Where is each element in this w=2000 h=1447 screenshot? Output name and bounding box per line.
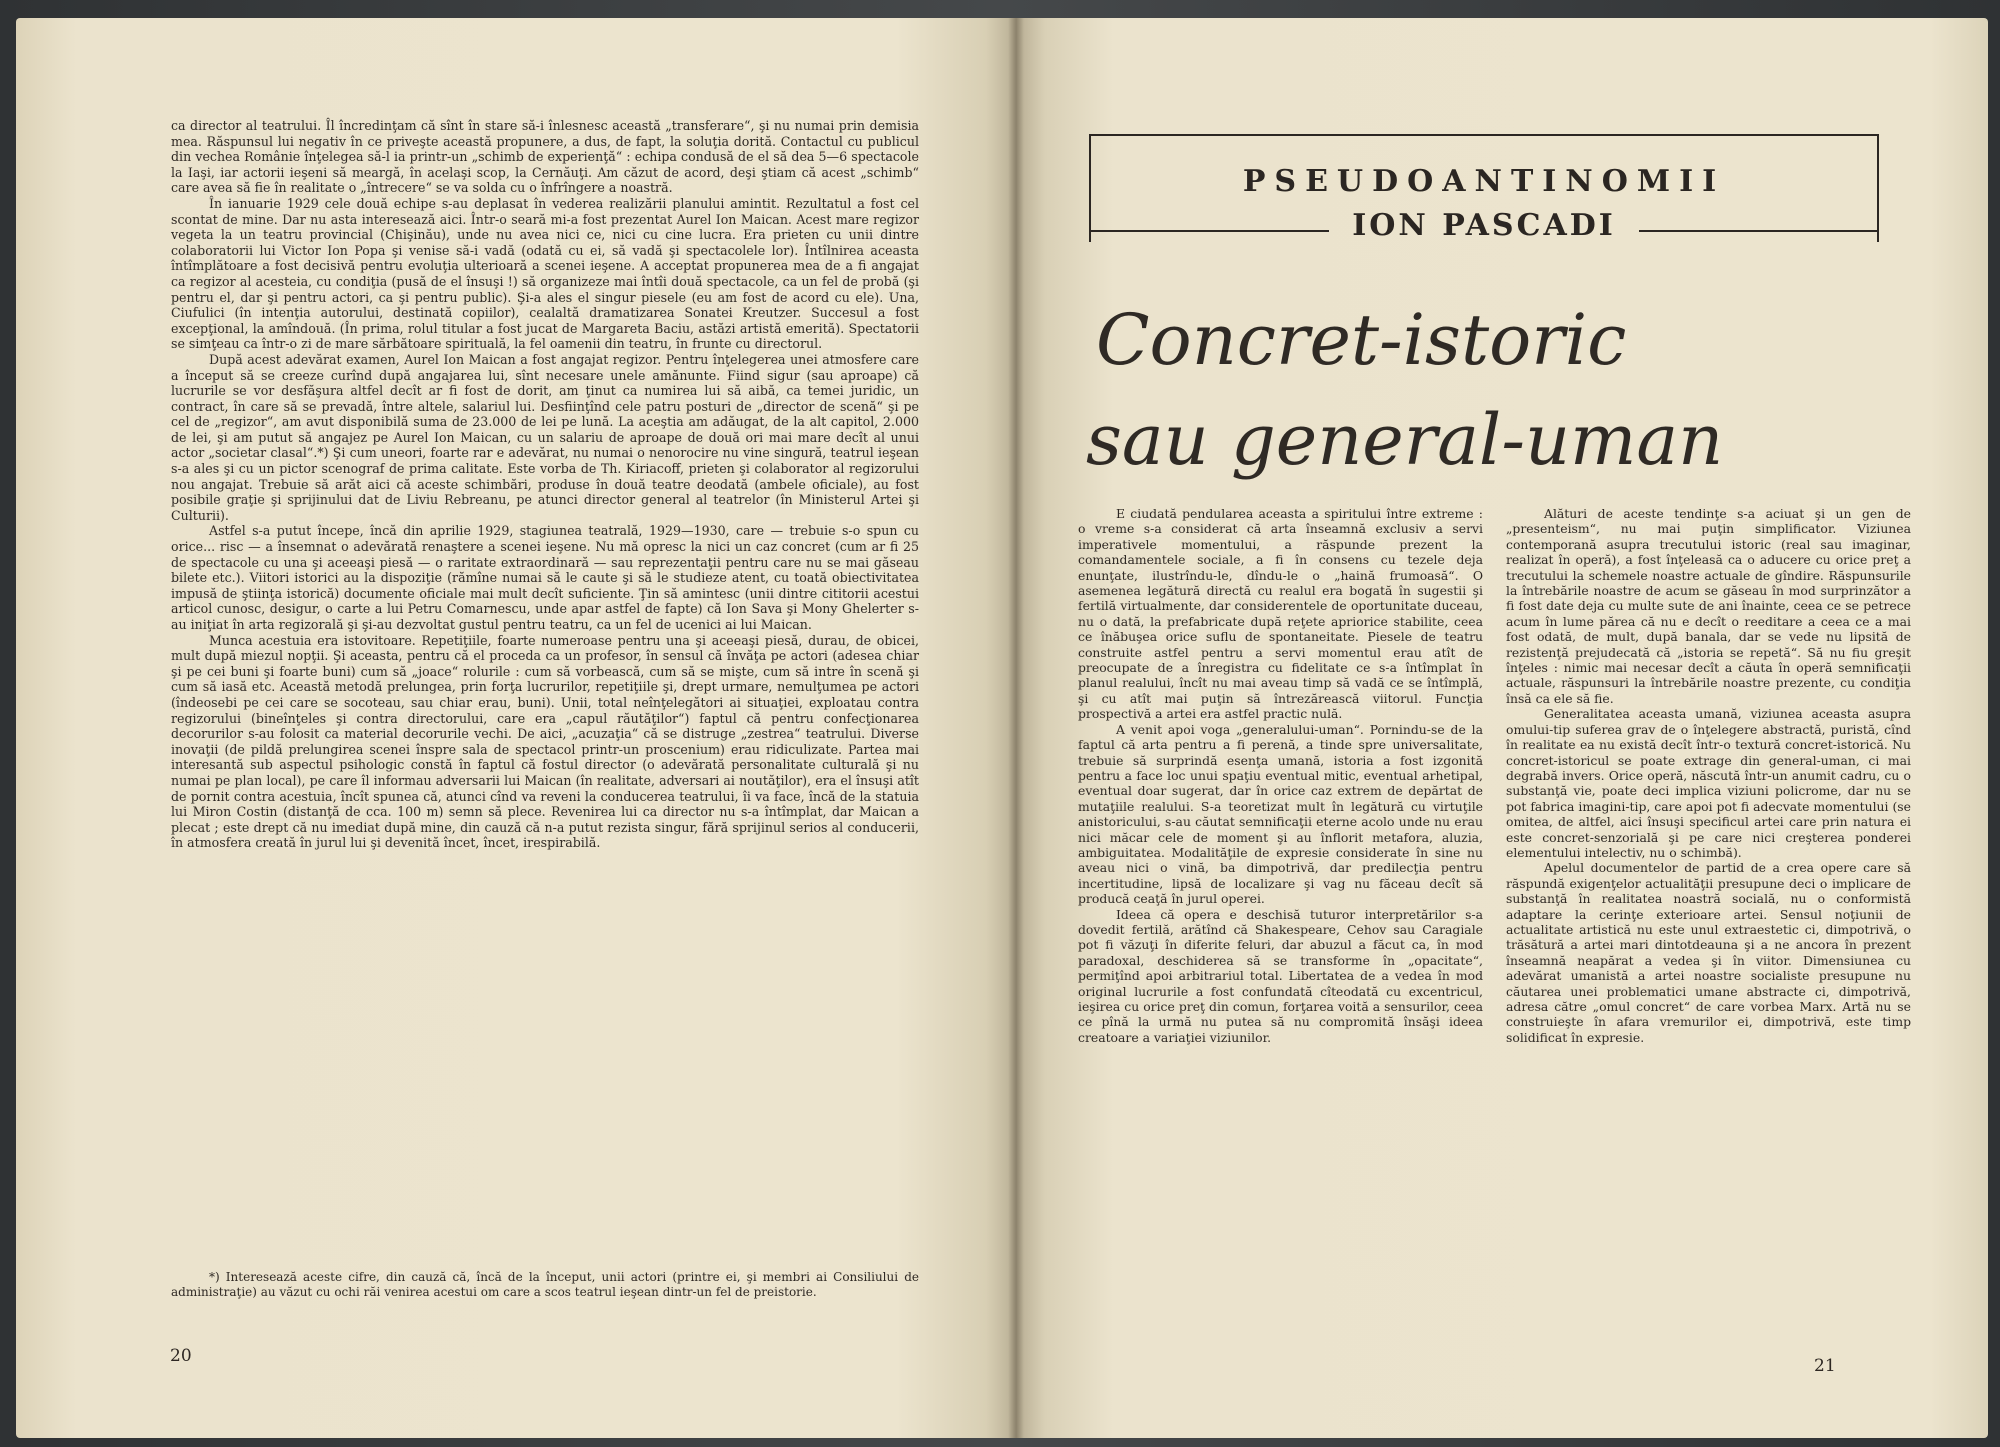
right-paragraph: Generalitatea aceasta umană, viziunea aceasta asupra omului-tip suferea grav de o înţelegere abstractă, puristă, cînd în realitate ea nu există decît într-o textură concret-istorică. Nu concret-istoricul se poate extrage din general-uman, ci mai degrabă invers. Orice operă, născută într-un anumit cadru, cu o substanţă vie, poate deci implica viziuni policrome, dar nu se pot fabrica imagini-tip, care apoi pot fi adecvate momentului (se omitea, de altfel, aici însuşi specificul artei care prin natura ei este concret-senzorială şi pe care nici creşterea ponderei elementului intelectiv, nu o schimbă). [1506,706,1911,860]
right-column-2 [1506,506,1911,1045]
article-title [1086,290,1906,490]
author-rule-left [1089,230,1329,232]
right-column-1 [1078,506,1483,1045]
left-paragraph: După acest adevărat examen, Aurel Ion Maican a fost angajat regizor. Pentru înţelegerea unei atmosfere care a început să se creeze curînd după angajarea lui, sînt necesare unele amănunte. Fiind sigur (sau aproape) că lucrurile se vor desfăşura altfel decît ar fi fost de dorit, am ţinut ca numirea lui să aibă, ca temei juridic, un contract, în care să se prevadă, între altele, salariul lui. Desfiinţînd cele patru posturi de „director de scenă“ şi pe cel de „regizor“, am avut disponibilă suma de 23.000 de lei pe lună. La aceştia am adăugat, de la alt capitol, 2.000 de lei, şi am putut să angajez pe Aurel Ion Maican, cu un salariu de aproape de două ori mai mare decît al unui actor „societar clasal“.*) Şi cum uneori, foarte rar e adevărat, nu numai o nenorocire nu vine singură, teatrul ieşean s-a ales şi cu un pictor scenograf de prima calitate. Este vorba de Th. Kiriacoff, prieten şi colaborator al regizorului nou angajat. Trebuie să arăt aici că aceste schimbări, produse în două teatre deodată (ambele oficiale), au fost posibile graţie şi sprijinului dat de Liviu Rebreanu, pe atunci director general al teatrelor (în Ministerul Artei şi Culturii). [171,351,919,523]
left-paragraph: Munca acestuia era istovitoare. Repetiţiile, foarte numeroase pentru una şi aceeaşi piesă, durau, de obicei, mult după miezul nopţii. Şi aceasta, pentru că el proceda ca un profesor, în sensul că învăţa pe actori (adesea chiar şi pe cei buni şi foarte buni) cum să „joace“ rolurile : cum să vorbească, cum să se mişte, cum să intre în scenă şi cum să iasă etc. Această metodă prelungea, prin forţa lucrurilor, repetiţiile şi, drept urmare, nemulţumea pe actori (îndeosebi pe cei care se socoteau, sau chiar erau, buni). Unii, total neînţelegători ai situaţiei, exploatau contra regizorului (bineînţeles şi contra directorului, care era „capul răutăţilor“) faptul că pentru confecţionarea decorurilor s-au folosit ca material decorurile vechi. De aici, „acuzaţia“ că se distruge „zestrea“ teatrului. Diverse inovaţii (de pildă prelungirea scenei înspre sala de spectacol printr-un proscenium) erau ridiculizate. Partea mai interesantă sub aspectul psihologic constă în faptul că fostul director (o adevărată personalitate culturală şi nu numai pe plan local), pe care îl informau adversarii lui Maican (în realitate, adversari ai noutăţilor), era el însuşi atît de pornit contra acestuia, încît spunea că, atunci cînd va reveni la conducerea teatrului, îi va face, încă de la statuia lui Miron Costin (distanţă de cca. 100 m) semn să plece. Revenirea lui ca director nu s-a întîmplat, dar Maican a plecat ; este drept că nu imediat după mine, din cauză că n-a putut rezista singur, fără sprijinul serios al conducerii, în atmosfera creată în jurul lui şi devenită încet, încet, irespirabilă. [171,632,919,851]
footnote-text: *) Interesează aceste cifre, din cauză că, încă de la început, unii actori (printre ei, şi membri ai Consiliului de administraţie) au văzut cu ochi răi venirea acestui om care a scos teatrul ieşean dintr-un fel de preistorie. [171,1270,919,1299]
page-number-right: 21 [1814,1356,1836,1376]
footnote [171,1270,919,1299]
article-title-line-1: Concret-istoric [1096,299,1627,381]
left-page [16,18,1016,1438]
book-gutter [1008,18,1024,1438]
right-paragraph: Apelul documentelor de partid de a crea opere care să răspundă exigenţelor actualităţii presupune deci o implicare de substanţă în realitatea noastră socială, nu o conformistă adaptare la cerinţe exterioare artei. Sensul noţiunii de actualitate artistică nu este unul extraestetic ci, dimpotrivă, o trăsătură a artei mari dintotdeauna şi a ne ancora în prezent înseamnă neapărat a vedea şi în viitor. Dimensiunea cu adevărat umanistă a artei noastre socialiste presupune nu căutarea unei problematici umane abstracte ci, dimpotrivă, adresa către „omul concret“ de care vorbea Marx. Artă nu se construieşte în afara vremurilor ei, dimpotrivă, este timp solidificat în expresie. [1506,860,1911,1045]
right-paragraph: Alături de aceste tendinţe s-a aciuat şi un gen de „presenteism“, nu mai puţin simplificator. Viziunea contemporană asupra trecutului istoric (real sau imaginar, realizat în operă), a fost înţeleasă ca o aducere cu orice preţ a trecutului la schemele noastre actuale de gîndire. Răspunsurile la întrebările noastre de acum se găseau în mod surprinzător a fi fost date deja cu multe sute de ani înainte, ceea ce se petrece acum în lume părea că nu e decît o reeditare a ceea ce a mai fost odată, de mult, după banala, dar se vede nu lipsită de rezistenţă prejudecată că „istoria se repetă“. Să nu fiu greşit înţeles : nimic mai necesar decît a căuta în operă semnificaţii actuale, răspunsuri la întrebările noastre prezente, cu condiţia însă ca ele să fie. [1506,506,1911,706]
right-paragraph: Ideea că opera e deschisă tuturor interpretărilor s-a dovedit fertilă, arătînd că Shakespeare, Cehov sau Caragiale pot fi văzuţi în diferite feluri, dar abuzul a făcut ca, în mod paradoxal, deschiderea să se transforme în „opacitate“, permiţînd apoi arbitrariul total. Libertatea de a vedea în mod original lucrurile a fost confundată cîteodată cu excentricul, ieşirea cu orice preţ din comun, forţarea voită a sensurilor, ceea ce pînă la urmă nu putea să nu compromită însăşi ideea creatoare a variaţiei viziunilor. [1078,906,1483,1045]
right-paragraph: A venit apoi voga „generalului-uman“. Pornindu-se de la faptul că arta pentru a fi perenă, a tinde spre universalitate, trebuie să surprindă esenţa umană, istoria a fost izgonită pentru a face loc unui spaţiu eventual mitic, eventual arhetipal, eventual doar sugerat, dar în orice caz extrem de depărtat de mutaţiile realului. S-a teoretizat mult în legătură cu virtuţile anistoricului, s-au căutat semnificaţii eterne acolo unde nu erau nici măcar cele de moment şi au înflorit metafora, aluzia, ambiguitatea. Modalităţile de expresie considerate în sine nu aveau nici o vină, ba dimpotrivă, dar predilecţia pentru incertitudine, lipsă de localizare şi vag nu făceau decît să producă ceaţă în jurul operei. [1078,721,1483,907]
left-article-body [171,118,919,851]
right-page [1016,18,1988,1438]
author-name: ION PASCADI [1352,208,1616,243]
page-number-left: 20 [170,1346,192,1366]
left-paragraph: Astfel s-a putut începe, încă din aprilie 1929, stagiunea teatrală, 1929—1930, care — trebuie s-o spun cu orice... risc — a însemnat o adevărată renaştere a scenei ieşene. Nu mă opresc la nici un caz concret (cum ar fi 25 de spectacole cu una şi aceeaşi piesă — o raritate extraordinară — sau reprezentaţii pentru care nu se mai găseau bilete etc.). Viitori istorici au la dispoziţie (rămîne numai să le caute şi să le studieze atent, cu toată obiectivitatea impusă de ştiinţa istorică) documente oficiale mai mult decît suficiente. Ţin să amintesc (unii dintre cititorii acestui articol cunosc, desigur, o carte a lui Petru Comarnescu, unde apar astfel de fapte) că Ion Sava şi Mony Ghelerter s-au iniţiat în arta regizorală şi şi-au dezvoltat gustul pentru teatru, ca un fel de ucenici ai lui Maican. [171,523,919,632]
left-paragraph: ca director al teatrului. Îl încredinţam că sînt în stare să-i înlesnesc această „transferare“, şi nu numai prin demisia mea. Răspunsul lui negativ în ce priveşte această propunere, a dus, de fapt, la soluţia dorită. Contactul cu publicul din vechea Românie înţelegea să-l ia printr-un „schimb de experienţă“ : echipa condusă de el să dea 5—6 spectacole la Iaşi, iar actorii ieşeni să meargă, în acelaşi scop, la Cernăuţi. Am căzut de acord, deşi ştiam că acest „schimb“ care avea să fie în realitate o „întrecere“ se va solda cu o înfrîngere a noastră. [171,118,919,196]
article-title-line-2: sau general-uman [1086,399,1724,481]
author-line [1089,208,1879,248]
left-paragraph: În ianuarie 1929 cele două echipe s-au deplasat în vederea realizării planului amintit. Rezultatul a fost cel scontat de mine. Dar nu asta interesează aici. Într-o seară mi-a fost prezentat Aurel Ion Maican. Acest mare regizor vegeta la un teatru provincial (Chişinău), unde nu avea nici ce, nici cu cine lucra. Era prieten cu unii dintre colaboratorii lui Victor Ion Popa şi venise să-i vadă (odată cu ei, să vadă şi spectacolele lor). Întîlnirea aceasta întîmplătoare a fost decisivă pentru evoluţia ulterioară a scenei ieşene. A acceptat propunerea mea de a fi angajat ca regizor al acesteia, cu condiţia (pusă de el însuşi !) să organizeze mai întîi două spectacole, ca un fel de probă (şi pentru el, dar şi pentru actori, ca şi pentru public). Şi-a ales el singur piesele (eu am fost de acord cu ele). Una, Ciufulici (în intenţia autorului, destinată copiilor), cealaltă dramatizarea Sonatei Kreutzer. Succesul a fost excepţional, la amîndouă. (În prima, rolul titular a fost jucat de Margareta Baciu, astăzi artistă emerită). Spectatorii se simţeau ca într-o zi de mare sărbătoare spirituală, la fel oamenii din teatru, în frunte cu directorul. [171,195,919,352]
right-paragraph: E ciudată pendularea aceasta a spiritului între extreme : o vreme s-a considerat că arta înseamnă exclusiv a servi imperativele momentului, a răspunde prezent la comandamentele sociale, a fi în consens cu tezele deja enunţate, ilustrîndu-le, dîndu-le o „haină frumoasă“. O asemenea legătură directă cu realul era bogată în sugestii şi fertilă virtualmente, dar considerentele de oportunitate duceau, nu o dată, la prefabricate după reţete apriorice stabilite, ceea ce înăbuşea orice suflu de spontaneitate. Piesele de teatru construite astfel pentru a servi momentul erau atît de preocupate de a înregistra cu fidelitate ce s-a întîmplat în planul realului, încît nu mai aveau timp să vadă ce se întîmplă, şi cu atît mai puţin să întrezărească viitorul. Funcţia prospectivă a artei era astfel practic nulă. [1078,506,1483,722]
series-title: PSEUDOANTINOMII [1242,164,1726,199]
author-rule-right [1639,230,1879,232]
